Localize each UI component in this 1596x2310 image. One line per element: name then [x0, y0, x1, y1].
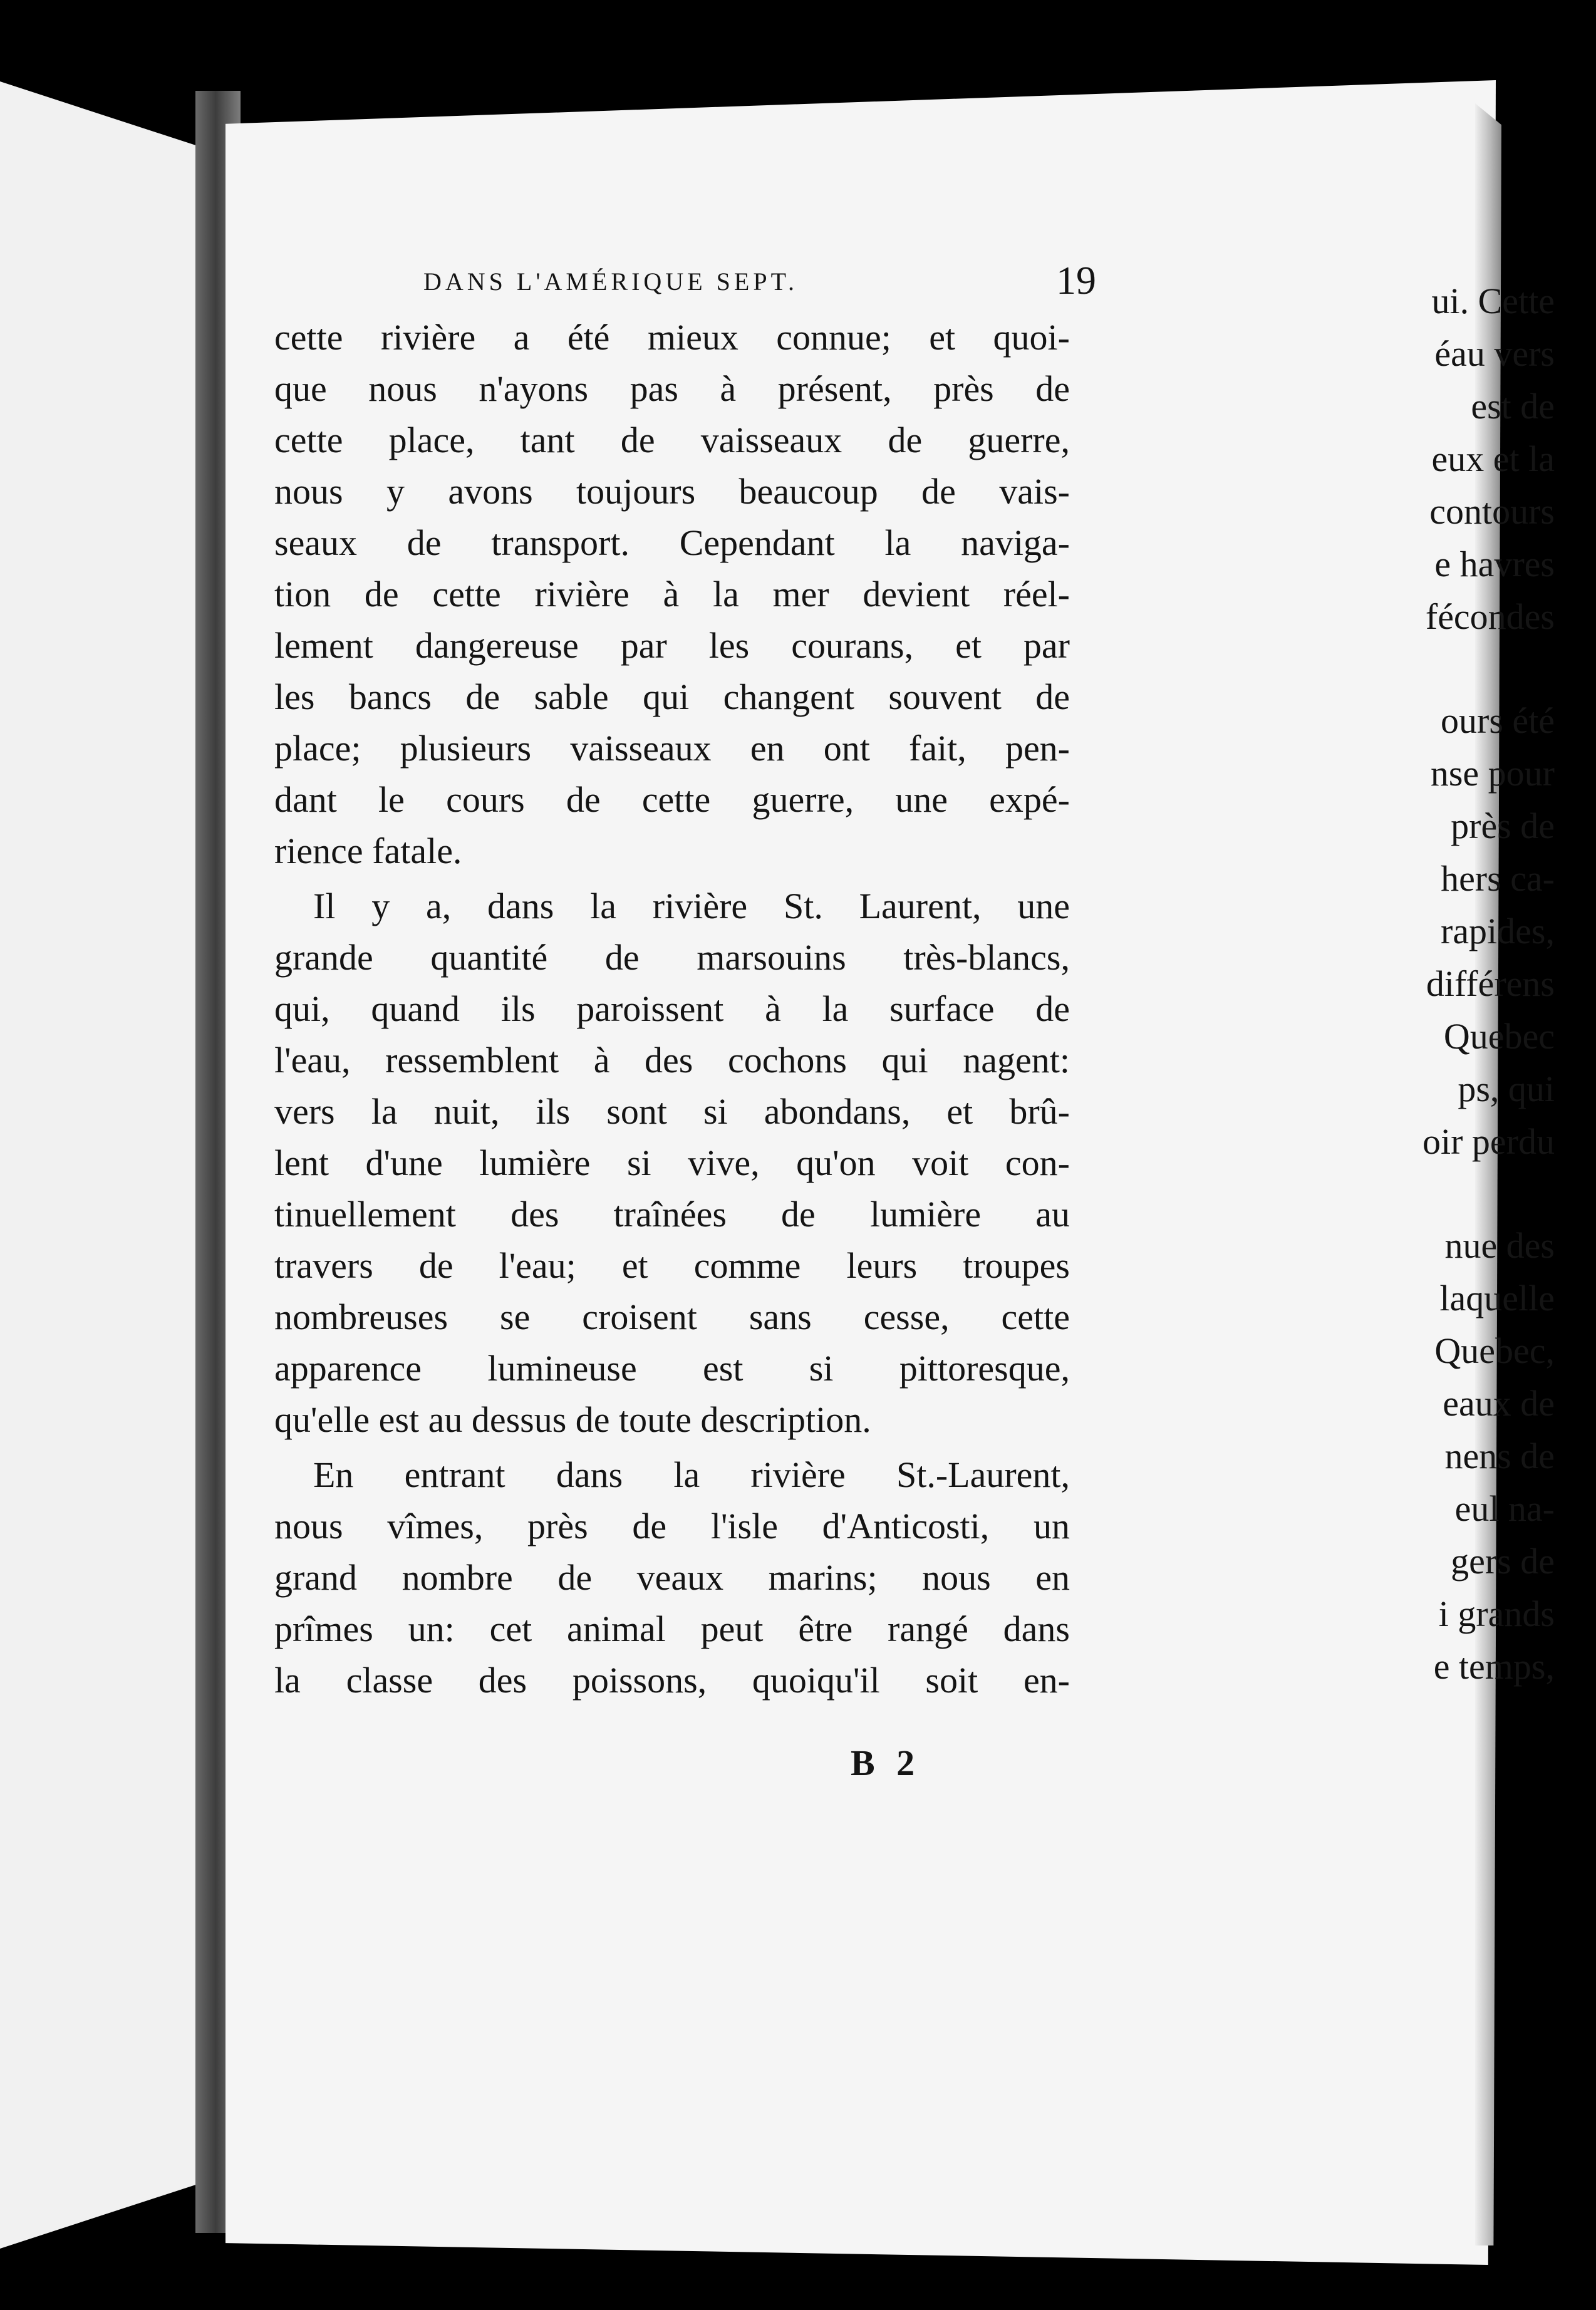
left-page-line: oir perdu [1422, 1121, 1555, 1162]
left-page-line: ours été [1441, 700, 1555, 741]
text-line: grand nombre de veaux marins; nous en [274, 1557, 1070, 1598]
text-line: qui, quand ils paroissent à la surface de [274, 988, 1070, 1029]
text-line: nous vîmes, près de l'isle d'Anticosti, un [274, 1506, 1070, 1546]
text-line: lement dangereuse par les courans, et par [274, 625, 1070, 666]
text-line: tion de cette rivière à la mer devient réel- [274, 574, 1070, 614]
text-line: rience fatale. [274, 831, 462, 871]
left-page-line: nens de [1444, 1436, 1555, 1476]
left-page-line: fécondes [1425, 596, 1555, 637]
left-page-line: Quebec, [1434, 1330, 1555, 1371]
left-page-line: e temps, [1433, 1646, 1555, 1687]
text-line: seaux de transport. Cependant la naviga- [274, 522, 1070, 563]
text-line: grande quantité de marsouins très-blancs, [274, 937, 1070, 978]
text-line: l'eau, ressemblent à des cochons qui nagent: [274, 1040, 1070, 1080]
left-page-line: ui. Cette [1431, 281, 1555, 321]
left-page-line: est de [1471, 386, 1555, 427]
text-line: prîmes un: cet animal peut être rangé dans [274, 1608, 1070, 1649]
left-page-line: nue des [1444, 1225, 1555, 1266]
left-page-line: eul na- [1454, 1488, 1555, 1529]
left-page-line: nse pour [1430, 753, 1555, 794]
text-line: tinuellement des traînées de lumière au [274, 1194, 1070, 1235]
text-line: que nous n'ayons pas à présent, près de [274, 368, 1070, 409]
left-page-line: eux et la [1431, 438, 1555, 479]
left-page-line: eaux de [1443, 1383, 1555, 1424]
text-line: place; plusieurs vaisseaux en ont fait, pen- [274, 728, 1070, 769]
text-line: apparence lumineuse est si pittoresque, [274, 1348, 1070, 1389]
left-page-line: éau vers [1434, 333, 1555, 374]
text-line: vers la nuit, ils sont si abondans, et brû- [274, 1091, 1070, 1132]
left-page-line: Quebec [1443, 1016, 1555, 1057]
left-page-line: ps, qui [1458, 1069, 1555, 1109]
text-line: la classe des poissons, quoiqu'il soit en- [274, 1660, 1070, 1701]
running-head: DANS L'AMÉRIQUE SEPT. [423, 267, 799, 296]
left-page-line: différens [1426, 963, 1555, 1004]
text-line: Il y a, dans la rivière St. Laurent, une [313, 886, 1070, 926]
left-page-line: laquelle [1439, 1278, 1555, 1318]
text-line: nombreuses se croisent sans cesse, cette [274, 1297, 1070, 1337]
text-line: cette rivière a été mieux connue; et quoi- [274, 317, 1070, 358]
left-page-line: gers de [1451, 1541, 1555, 1582]
left-page-line: e havres [1434, 544, 1555, 584]
text-line: les bancs de sable qui changent souvent de [274, 676, 1070, 717]
left-page-line: hers ca- [1441, 858, 1555, 899]
text-line: lent d'une lumière si vive, qu'on voit con- [274, 1142, 1070, 1183]
text-line: dant le cours de cette guerre, une expé- [274, 779, 1070, 820]
text-line: En entrant dans la rivière St.-Laurent, [313, 1454, 1070, 1495]
text-line: cette place, tant de vaisseaux de guerre, [274, 420, 1070, 460]
page-number: 19 [1056, 258, 1096, 303]
left-page-line: contours [1429, 491, 1555, 532]
left-page-line: rapides, [1441, 911, 1555, 951]
signature-mark: B 2 [851, 1743, 921, 1783]
left-page-fragment [0, 81, 199, 2249]
left-page-line: i grands [1438, 1593, 1555, 1634]
text-line: qu'elle est au dessus de toute description. [274, 1399, 871, 1440]
text-line: travers de l'eau; et comme leurs troupes [274, 1245, 1070, 1286]
left-page-line: près de [1451, 805, 1555, 846]
text-line: nous y avons toujours beaucoup de vais- [274, 471, 1070, 512]
